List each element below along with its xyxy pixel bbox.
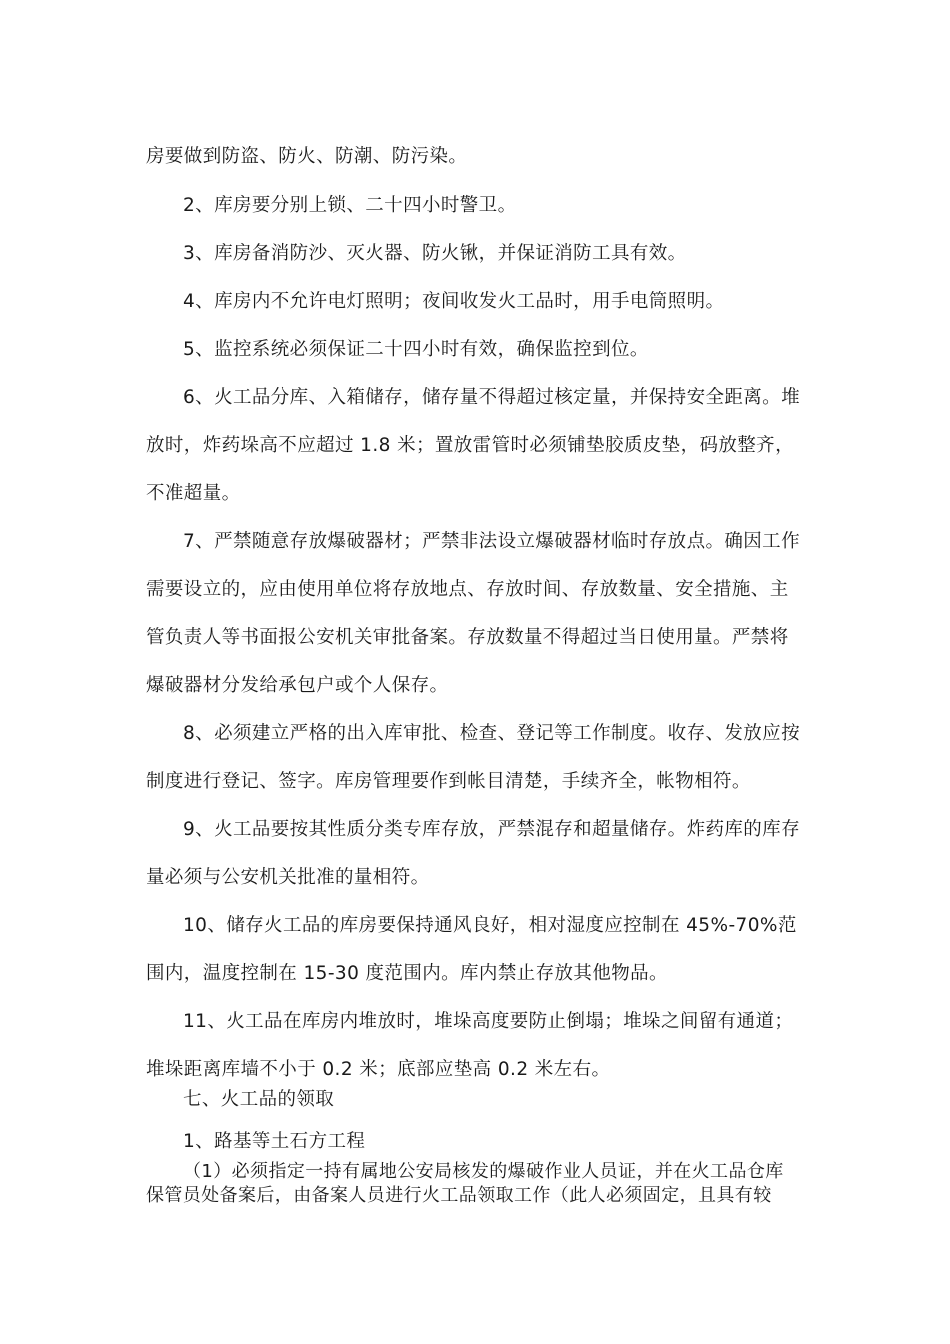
paragraph-line: 房要做到防盗、防火、防潮、防污染。 [146,146,468,167]
paragraph-line: 需要设立的，应由使用单位将存放地点、存放时间、存放数量、安全措施、主 [146,579,789,600]
paragraph-line: 4、库房内不允许电灯照明；夜间收发火工品时，用手电筒照明。 [183,291,725,312]
paragraph-line: 3、库房备消防沙、灭火器、防火锹，并保证消防工具有效。 [183,243,687,264]
paragraph-line: 9、火工品要按其性质分类专库存放，严禁混存和超量储存。炸药库的库存 [183,819,800,840]
paragraph-line: 管负责人等书面报公安机关审批备案。存放数量不得超过当日使用量。严禁将 [146,627,789,648]
paragraph-line: 围内，温度控制在 15-30 度范围内。库内禁止存放其他物品。 [146,963,668,984]
paragraph-line: 11、火工品在库房内堆放时，堆垛高度要防止倒塌；堆垛之间留有通道； [183,1011,794,1032]
paragraph-line: 5、监控系统必须保证二十四小时有效，确保监控到位。 [183,339,649,360]
paragraph-line: 7、严禁随意存放爆破器材；严禁非法设立爆破器材临时存放点。确因工作 [183,531,800,552]
paragraph-line: 6、火工品分库、入箱储存，储存量不得超过核定量，并保持安全距离。堆 [183,387,800,408]
paragraph-line: 8、必须建立严格的出入库审批、检查、登记等工作制度。收存、发放应按 [183,723,800,744]
paragraph-line: （1）必须指定一持有属地公安局核发的爆破作业人员证，并在火工品仓库 [183,1161,784,1182]
paragraph-line: 不准超量。 [146,483,241,504]
paragraph-line: 量必须与公安机关批准的量相符。 [146,867,430,888]
paragraph-line: 堆垛距离库墙不小于 0.2 米；底部应垫高 0.2 米左右。 [146,1059,611,1080]
paragraph-line: 制度进行登记、签字。库房管理要作到帐目清楚，手续齐全，帐物相符。 [146,771,751,792]
paragraph-line: 爆破器材分发给承包户或个人保存。 [146,675,449,696]
paragraph-line: 保管员处备案后，由备案人员进行火工品领取工作（此人必须固定，且具有较 [146,1185,772,1206]
paragraph-line: 10、储存火工品的库房要保持通风良好，相对湿度应控制在 45%-70%范 [183,915,797,936]
paragraph-line: 2、库房要分别上锁、二十四小时警卫。 [183,195,517,216]
paragraph-line: 放时，炸药垛高不应超过 1.8 米；置放雷管时必须铺垫胶质皮垫，码放整齐， [146,435,794,456]
section-heading: 七、火工品的领取 [183,1089,335,1110]
subsection-heading: 1、路基等土石方工程 [183,1131,366,1152]
